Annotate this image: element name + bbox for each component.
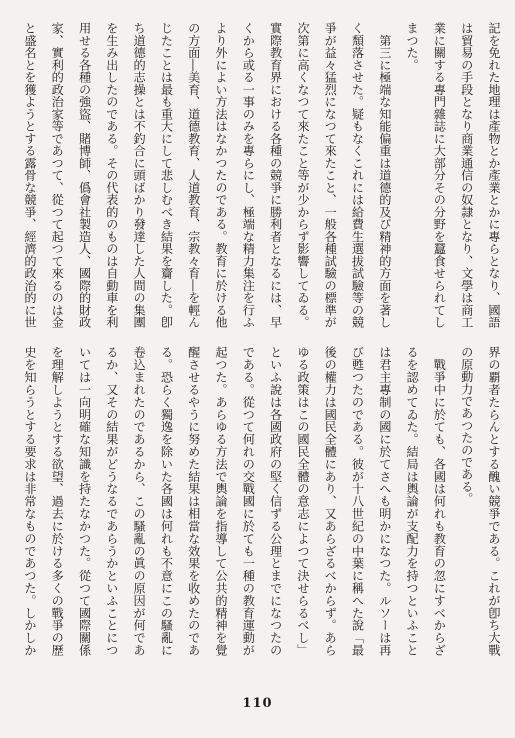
text-column: 醒させるやうに努めた結果は相當な效果を收めたのであ	[186, 346, 201, 656]
text-column: の方面―美育、道德教育、人道教育、宗教々育―を輕ん	[186, 22, 201, 328]
text-column: より外によい方法はなかつたのである。教育に於ける他	[214, 22, 229, 328]
text-column: ち道德的志操とは不釣合に頭ばかり發達した人間の集團	[132, 22, 147, 328]
text-column: と盛名とを獲ようとする露骨な競爭、經濟的政治的に世	[22, 22, 37, 328]
text-column: 用せる各種の強盜、賭博師、僞會社製造人、國際的財政	[77, 22, 92, 328]
text-column: く頽落させた。疑もなくこれには給費生選拔試驗等の競	[350, 22, 365, 328]
text-column: いては一向明確な知識を持たなかつた。從つて國際關係	[77, 346, 92, 656]
text-column: る。恐らく獨逸を除いた各國は何れも不意にこの騷亂に	[159, 346, 174, 656]
text-column: 次第に高くなつて來たこと等が少からず影響してゐる。	[295, 22, 310, 328]
text-column: である。從つて何れの交戰國に於ても一種の教育運動が	[241, 346, 256, 656]
text-column: まつた。	[405, 22, 420, 71]
text-column: は貿易の手段となり商業通信の奴隷となり、文學は商工	[459, 22, 474, 328]
text-column: るか、又その結果がどうなるであらうかといふことにつ	[104, 346, 119, 656]
text-column: 起つた。あらゆる方法で輿論を指導して公共的精神を覺	[214, 346, 229, 656]
text-column: 記を免れた地理は產物とか產業とかに專らとなり、國語	[487, 22, 501, 328]
text-column: を理解しようとする欲望、過去に於ける多くの戰爭の歷	[50, 346, 65, 656]
text-column: 實際教育界における各種の競爭に勝利者となるには、早	[268, 22, 283, 328]
text-column: くから或る一事のみを專らにし、極端な精力集注を行ふ	[241, 22, 256, 328]
upper-text-tier	[15, 22, 507, 328]
text-column: 家、實利的政治家等であつて、從つて起つて來るのは金	[50, 22, 65, 328]
text-column: の原動力であつたのである。	[459, 346, 474, 505]
text-column: 戰爭中に於ても、各國は何れも教育の忽にすべからざ	[432, 346, 447, 656]
text-column: るを認めてゐた。結局は輿論が支配力を持つといふこと	[405, 346, 420, 656]
text-column: 業に關する專門雜誌に大部分その分野を蠶食せられてし	[432, 22, 447, 328]
text-column: 第三に極端な知能偏重は道德的及び精神的方面を著し	[377, 22, 392, 328]
text-column: び甦つたのである。彼が十八世紀の中葉に稱へた說「最	[350, 346, 365, 656]
text-column: じたことは最も重大にして悲しむべき結果を齎した。卽	[159, 22, 174, 328]
text-column: 卷込まれたのであるから、この騷亂の眞の原因が何であ	[132, 346, 147, 656]
text-column: 史を知らうとする要求は非常なものであつた。しかしか	[22, 346, 37, 656]
text-column: といふ說は各國政府の堅く信ずる公理とまでになつたの	[268, 346, 283, 656]
text-column: 界の覇者たらんとする醜い競爭である。これが卽ち大戰	[487, 346, 501, 656]
text-column: ゆる政策はこの國民全體の意志によつて決せらるべし」	[295, 346, 310, 656]
lower-text-tier	[15, 346, 507, 656]
text-column: 後の權力は國民全體にあり、又あらざるべからず。あら	[323, 346, 338, 656]
text-column: は君主專制の國に於てさへも明かになつた。ルソーは再	[377, 346, 392, 656]
page-number: 110	[242, 696, 273, 711]
text-column: を生み出したのである。その代表的のものは自動車を利	[104, 22, 119, 328]
text-column: 爭が益々猛烈になつて來たこと、一般各種試驗の標準が	[323, 22, 338, 328]
